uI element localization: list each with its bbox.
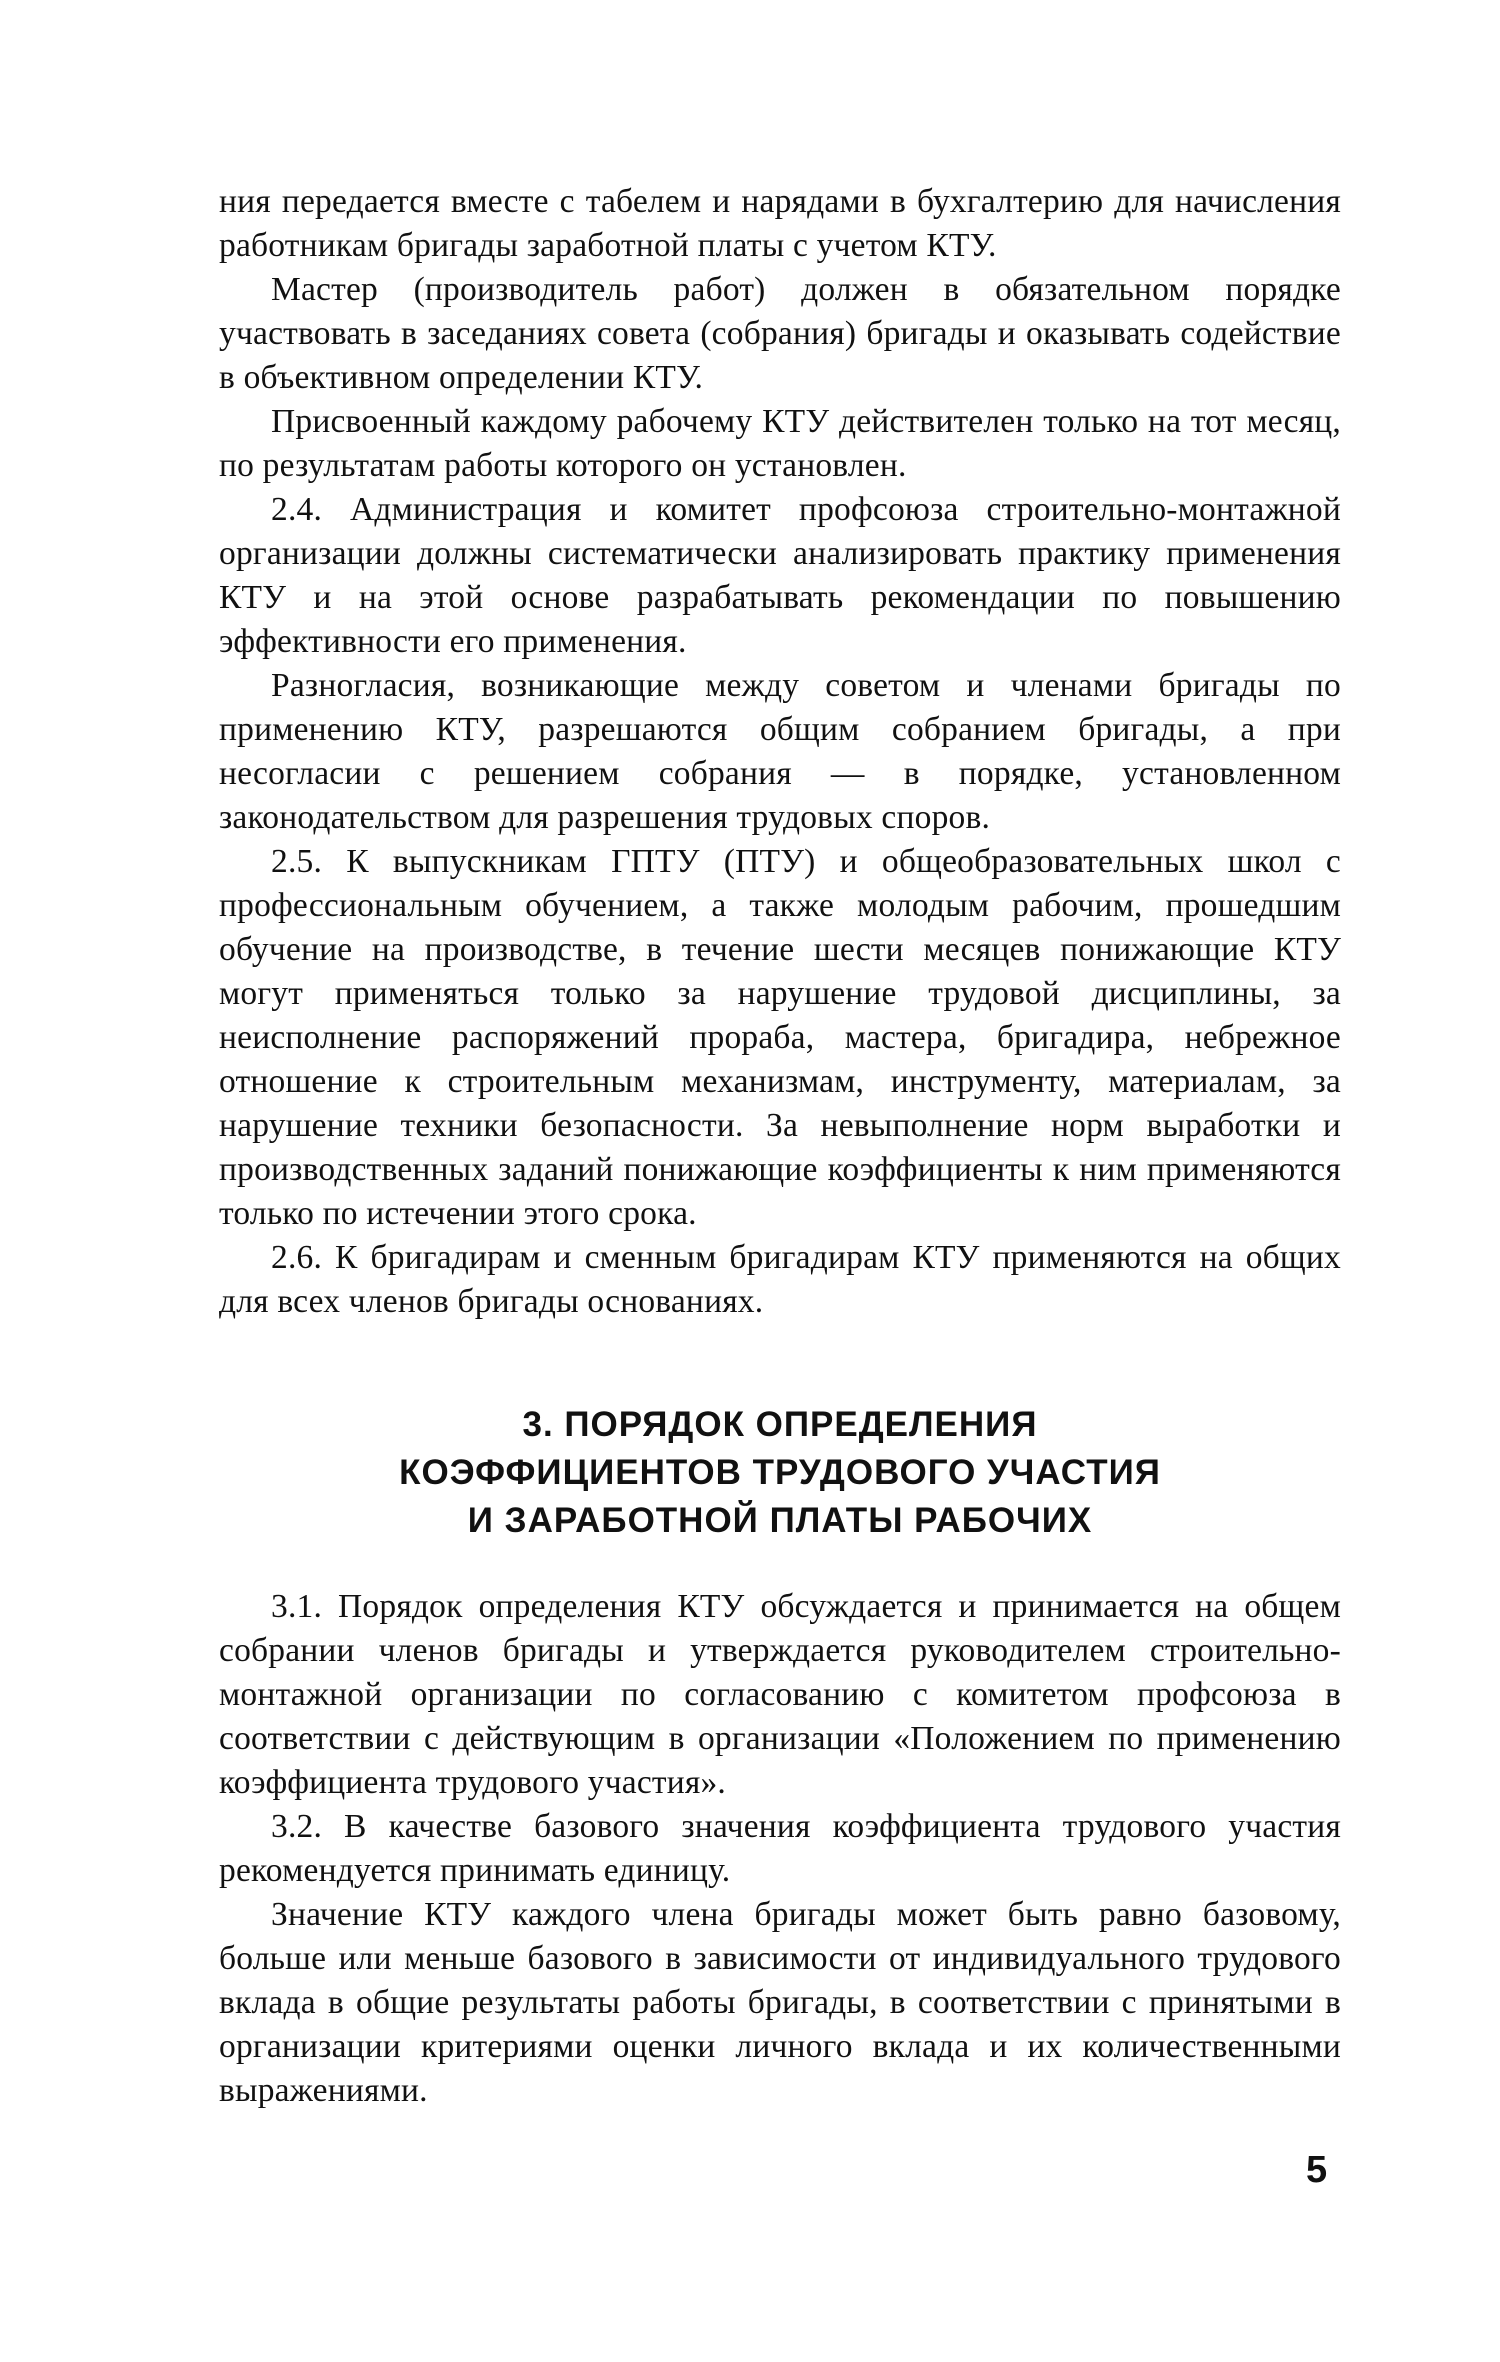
section-heading-line-2: КОЭФФИЦИЕНТОВ ТРУДОВОГО УЧАСТИЯ xyxy=(399,1453,1161,1492)
paragraph-continuation: ния передается вместе с табелем и нарядами в бухгалтерию для начисления работникам бригады заработной платы с учетом КТУ. xyxy=(219,183,1341,264)
section-heading xyxy=(219,1401,1341,1545)
section-heading-line-1: 3. ПОРЯДОК ОПРЕДЕЛЕНИЯ xyxy=(522,1405,1038,1444)
paragraph-3-1: 3.1. Порядок определения КТУ обсуждается и принимается на общем собрании членов бригады и утверждается руководителем строительно-монтажной организации по согласованию с комитетом профсоюза в соответствии с действующим в организации «Положением по применению коэффициента трудового участия». xyxy=(219,1588,1341,1801)
page-number: 5 xyxy=(1306,2149,1328,2191)
top-text-block xyxy=(219,180,1341,1324)
paragraph-disagreements: Разногласия, возникающие между советом и членами бригады по применению КТУ, разрешаются общим собранием бригады, а при несогласии с решением собрания — в порядке, установленном законодательством для разрешения трудовых споров. xyxy=(219,667,1341,836)
paragraph-2-6: 2.6. К бригадирам и сменным бригадирам КТУ применяются на общих для всех членов бригады основаниях. xyxy=(219,1239,1341,1320)
paragraph-ktu-value: Значение КТУ каждого члена бригады может быть равно базовому, больше или меньше базового в зависимости от индивидуального трудового вклада в общие результаты работы бригады, в соответствии с принятыми в организации критериями оценки личного вклада и их количественными выражениями. xyxy=(219,1896,1341,2109)
paragraph-3-2: 3.2. В качестве базового значения коэффициента трудового участия рекомендуется принимать единицу. xyxy=(219,1808,1341,1889)
section-heading-line-3: И ЗАРАБОТНОЙ ПЛАТЫ РАБОЧИХ xyxy=(467,1501,1093,1540)
paragraph-ktu-validity: Присвоенный каждому рабочему КТУ действителен только на тот месяц, по результатам работы которого он установлен. xyxy=(219,403,1341,484)
paragraph-master-participation: Мастер (производитель работ) должен в обязательном порядке участвовать в заседаниях совета (собрания) бригады и оказывать содействие в объективном определении КТУ. xyxy=(219,271,1341,396)
bottom-text-block xyxy=(219,1585,1341,2113)
paragraph-2-5: 2.5. К выпускникам ГПТУ (ПТУ) и общеобразовательных школ с профессиональным обучением, а также молодым рабочим, прошедшим обучение на производстве, в течение шести месяцев понижающие КТУ могут применяться только за нарушение трудовой дисциплины, за неисполнение распоряжений прораба, мастера, бригадира, небрежное отношение к строительным механизмам, инструменту, материалам, за нарушение техники безопасности. За невыполнение норм выработки и производственных заданий понижающие коэффициенты к ним применяются только по истечении этого срока. xyxy=(219,843,1341,1232)
paragraph-2-4: 2.4. Администрация и комитет профсоюза строительно-монтажной организации должны систематически анализировать практику применения КТУ и на этой основе разрабатывать рекомендации по повышению эффективности его применения. xyxy=(219,491,1341,660)
